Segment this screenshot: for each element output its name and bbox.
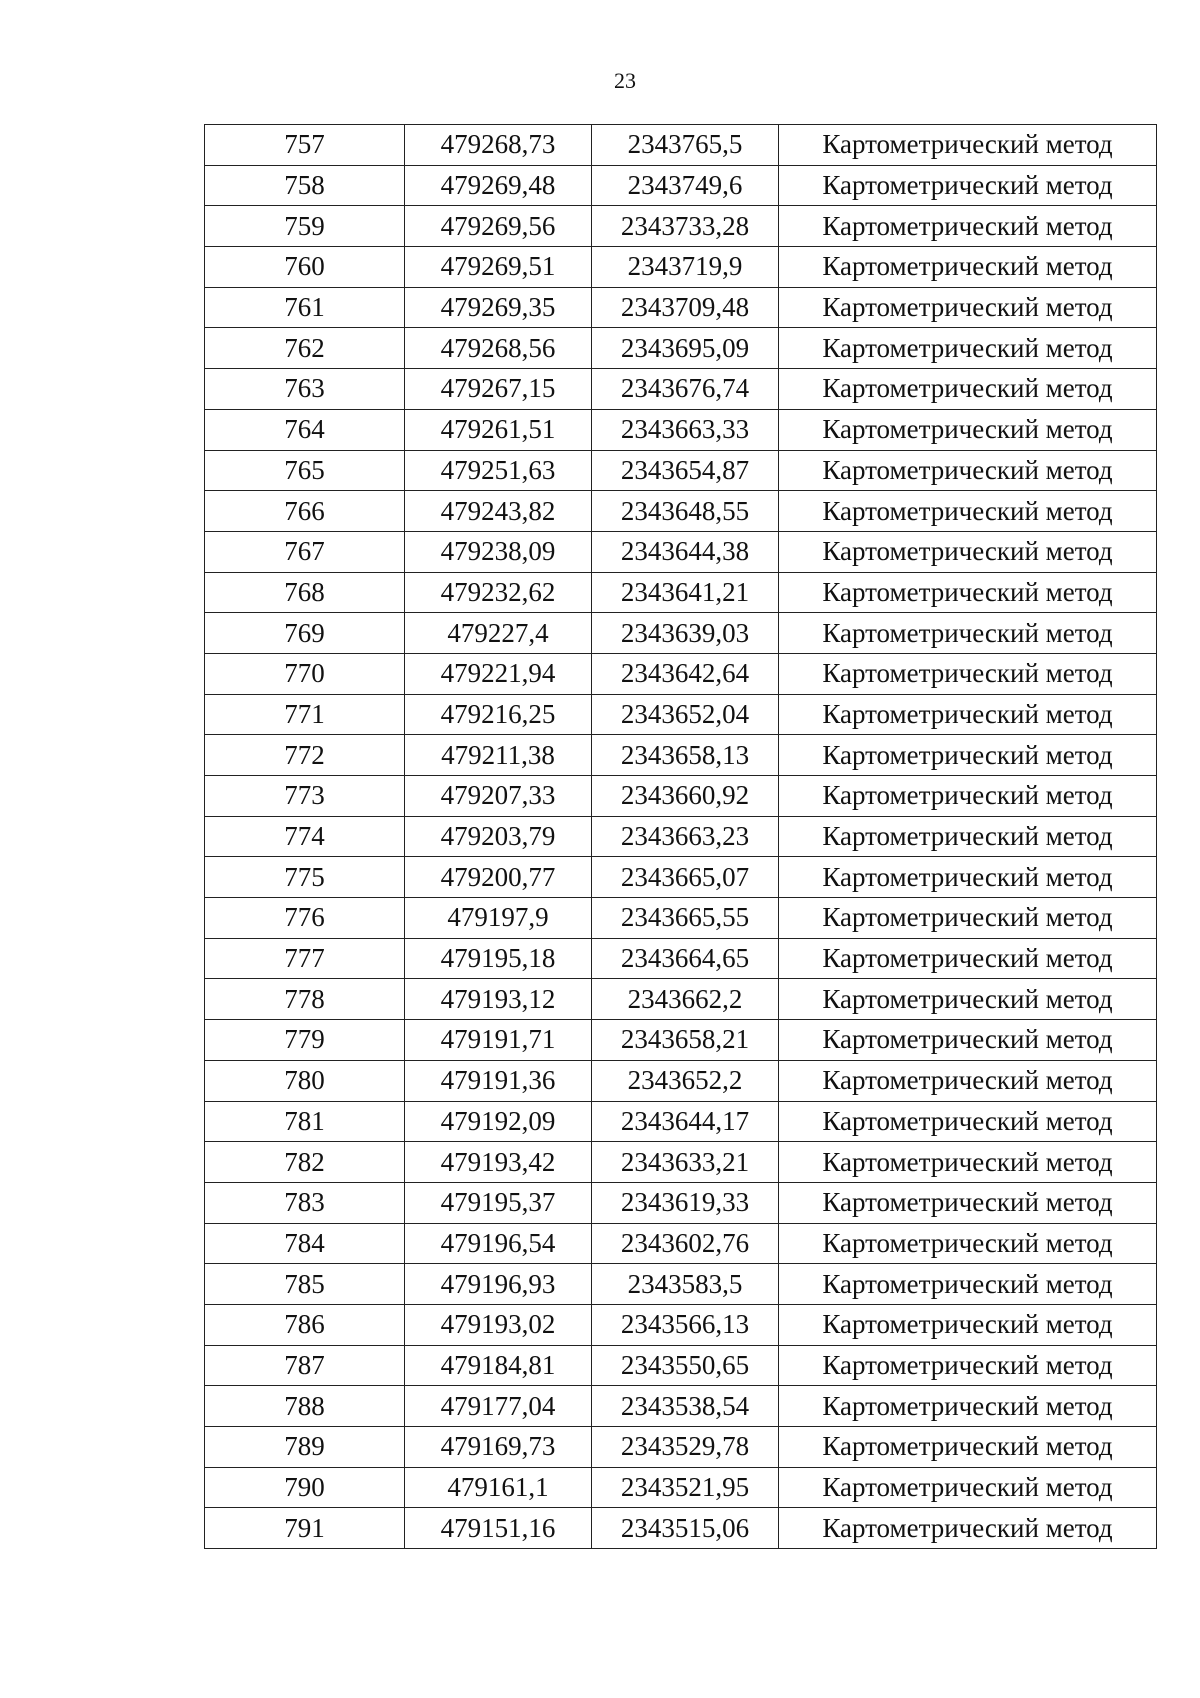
table-row xyxy=(205,1142,1157,1183)
method-cell: Картометрический метод xyxy=(779,1142,1157,1183)
method-cell: Картометрический метод xyxy=(779,653,1157,694)
method-cell: Картометрический метод xyxy=(779,572,1157,613)
y-coordinate-cell: 2343550,65 xyxy=(592,1345,779,1386)
method-cell: Картометрический метод xyxy=(779,1427,1157,1468)
x-coordinate-cell: 479195,18 xyxy=(405,938,592,979)
method-cell: Картометрический метод xyxy=(779,816,1157,857)
point-number-cell: 779 xyxy=(205,1020,405,1061)
point-number-cell: 760 xyxy=(205,247,405,288)
table-row xyxy=(205,898,1157,939)
y-coordinate-cell: 2343662,2 xyxy=(592,979,779,1020)
x-coordinate-cell: 479200,77 xyxy=(405,857,592,898)
table-row xyxy=(205,328,1157,369)
point-number-cell: 758 xyxy=(205,165,405,206)
x-coordinate-cell: 479177,04 xyxy=(405,1386,592,1427)
x-coordinate-cell: 479269,56 xyxy=(405,206,592,247)
point-number-cell: 770 xyxy=(205,653,405,694)
y-coordinate-cell: 2343639,03 xyxy=(592,613,779,654)
method-cell: Картометрический метод xyxy=(779,1020,1157,1061)
table-row xyxy=(205,613,1157,654)
point-number-cell: 781 xyxy=(205,1101,405,1142)
x-coordinate-cell: 479232,62 xyxy=(405,572,592,613)
y-coordinate-cell: 2343521,95 xyxy=(592,1467,779,1508)
method-cell: Картометрический метод xyxy=(779,898,1157,939)
x-coordinate-cell: 479267,15 xyxy=(405,369,592,410)
table-row xyxy=(205,369,1157,410)
x-coordinate-cell: 479207,33 xyxy=(405,776,592,817)
table-row xyxy=(205,1182,1157,1223)
table-row xyxy=(205,450,1157,491)
point-number-cell: 771 xyxy=(205,694,405,735)
x-coordinate-cell: 479193,12 xyxy=(405,979,592,1020)
method-cell: Картометрический метод xyxy=(779,450,1157,491)
table-row xyxy=(205,1386,1157,1427)
y-coordinate-cell: 2343619,33 xyxy=(592,1182,779,1223)
table-row xyxy=(205,735,1157,776)
method-cell: Картометрический метод xyxy=(779,1345,1157,1386)
point-number-cell: 787 xyxy=(205,1345,405,1386)
table-row xyxy=(205,247,1157,288)
x-coordinate-cell: 479261,51 xyxy=(405,409,592,450)
table-row xyxy=(205,1508,1157,1549)
table-row xyxy=(205,857,1157,898)
x-coordinate-cell: 479161,1 xyxy=(405,1467,592,1508)
y-coordinate-cell: 2343719,9 xyxy=(592,247,779,288)
table-row xyxy=(205,1020,1157,1061)
x-coordinate-cell: 479192,09 xyxy=(405,1101,592,1142)
y-coordinate-cell: 2343583,5 xyxy=(592,1264,779,1305)
table-row xyxy=(205,287,1157,328)
x-coordinate-cell: 479269,48 xyxy=(405,165,592,206)
y-coordinate-cell: 2343663,33 xyxy=(592,409,779,450)
y-coordinate-cell: 2343642,64 xyxy=(592,653,779,694)
table-row xyxy=(205,1345,1157,1386)
x-coordinate-cell: 479191,36 xyxy=(405,1060,592,1101)
y-coordinate-cell: 2343515,06 xyxy=(592,1508,779,1549)
y-coordinate-cell: 2343566,13 xyxy=(592,1304,779,1345)
point-number-cell: 782 xyxy=(205,1142,405,1183)
method-cell: Картометрический метод xyxy=(779,857,1157,898)
page-number: 23 xyxy=(614,68,636,93)
table-row xyxy=(205,409,1157,450)
point-number-cell: 784 xyxy=(205,1223,405,1264)
method-cell: Картометрический метод xyxy=(779,1304,1157,1345)
y-coordinate-cell: 2343652,04 xyxy=(592,694,779,735)
point-number-cell: 780 xyxy=(205,1060,405,1101)
table-row xyxy=(205,653,1157,694)
table-row xyxy=(205,1427,1157,1468)
method-cell: Картометрический метод xyxy=(779,1508,1157,1549)
method-cell: Картометрический метод xyxy=(779,1386,1157,1427)
x-coordinate-cell: 479195,37 xyxy=(405,1182,592,1223)
point-number-cell: 762 xyxy=(205,328,405,369)
x-coordinate-cell: 479216,25 xyxy=(405,694,592,735)
table-row xyxy=(205,531,1157,572)
method-cell: Картометрический метод xyxy=(779,247,1157,288)
x-coordinate-cell: 479243,82 xyxy=(405,491,592,532)
table-row xyxy=(205,776,1157,817)
point-number-cell: 768 xyxy=(205,572,405,613)
x-coordinate-cell: 479269,35 xyxy=(405,287,592,328)
table-row xyxy=(205,1223,1157,1264)
y-coordinate-cell: 2343749,6 xyxy=(592,165,779,206)
coordinates-table-body xyxy=(205,125,1157,1549)
x-coordinate-cell: 479211,38 xyxy=(405,735,592,776)
method-cell: Картометрический метод xyxy=(779,409,1157,450)
table-row xyxy=(205,125,1157,166)
y-coordinate-cell: 2343709,48 xyxy=(592,287,779,328)
table-row xyxy=(205,572,1157,613)
method-cell: Картометрический метод xyxy=(779,369,1157,410)
coordinates-table xyxy=(204,124,1157,1549)
y-coordinate-cell: 2343648,55 xyxy=(592,491,779,532)
point-number-cell: 761 xyxy=(205,287,405,328)
x-coordinate-cell: 479196,93 xyxy=(405,1264,592,1305)
x-coordinate-cell: 479196,54 xyxy=(405,1223,592,1264)
y-coordinate-cell: 2343665,55 xyxy=(592,898,779,939)
y-coordinate-cell: 2343644,17 xyxy=(592,1101,779,1142)
table-row xyxy=(205,694,1157,735)
point-number-cell: 789 xyxy=(205,1427,405,1468)
method-cell: Картометрический метод xyxy=(779,328,1157,369)
x-coordinate-cell: 479221,94 xyxy=(405,653,592,694)
y-coordinate-cell: 2343765,5 xyxy=(592,125,779,166)
point-number-cell: 775 xyxy=(205,857,405,898)
x-coordinate-cell: 479193,02 xyxy=(405,1304,592,1345)
x-coordinate-cell: 479169,73 xyxy=(405,1427,592,1468)
method-cell: Картометрический метод xyxy=(779,613,1157,654)
y-coordinate-cell: 2343529,78 xyxy=(592,1427,779,1468)
x-coordinate-cell: 479268,73 xyxy=(405,125,592,166)
method-cell: Картометрический метод xyxy=(779,776,1157,817)
method-cell: Картометрический метод xyxy=(779,938,1157,979)
table-row xyxy=(205,1467,1157,1508)
x-coordinate-cell: 479191,71 xyxy=(405,1020,592,1061)
x-coordinate-cell: 479238,09 xyxy=(405,531,592,572)
point-number-cell: 786 xyxy=(205,1304,405,1345)
point-number-cell: 777 xyxy=(205,938,405,979)
point-number-cell: 765 xyxy=(205,450,405,491)
method-cell: Картометрический метод xyxy=(779,1223,1157,1264)
table-row xyxy=(205,165,1157,206)
point-number-cell: 773 xyxy=(205,776,405,817)
method-cell: Картометрический метод xyxy=(779,165,1157,206)
table-row xyxy=(205,1264,1157,1305)
y-coordinate-cell: 2343660,92 xyxy=(592,776,779,817)
table-row xyxy=(205,1060,1157,1101)
y-coordinate-cell: 2343538,54 xyxy=(592,1386,779,1427)
method-cell: Картометрический метод xyxy=(779,1101,1157,1142)
y-coordinate-cell: 2343663,23 xyxy=(592,816,779,857)
table-row xyxy=(205,938,1157,979)
y-coordinate-cell: 2343641,21 xyxy=(592,572,779,613)
table-row xyxy=(205,491,1157,532)
table-row xyxy=(205,979,1157,1020)
x-coordinate-cell: 479227,4 xyxy=(405,613,592,654)
table-row xyxy=(205,1101,1157,1142)
method-cell: Картометрический метод xyxy=(779,1182,1157,1223)
table-row xyxy=(205,206,1157,247)
point-number-cell: 785 xyxy=(205,1264,405,1305)
table-row xyxy=(205,1304,1157,1345)
point-number-cell: 778 xyxy=(205,979,405,1020)
method-cell: Картометрический метод xyxy=(779,491,1157,532)
y-coordinate-cell: 2343644,38 xyxy=(592,531,779,572)
x-coordinate-cell: 479184,81 xyxy=(405,1345,592,1386)
method-cell: Картометрический метод xyxy=(779,287,1157,328)
method-cell: Картометрический метод xyxy=(779,125,1157,166)
y-coordinate-cell: 2343658,21 xyxy=(592,1020,779,1061)
point-number-cell: 759 xyxy=(205,206,405,247)
x-coordinate-cell: 479251,63 xyxy=(405,450,592,491)
method-cell: Картометрический метод xyxy=(779,531,1157,572)
point-number-cell: 774 xyxy=(205,816,405,857)
point-number-cell: 766 xyxy=(205,491,405,532)
method-cell: Картометрический метод xyxy=(779,735,1157,776)
method-cell: Картометрический метод xyxy=(779,1060,1157,1101)
y-coordinate-cell: 2343664,65 xyxy=(592,938,779,979)
method-cell: Картометрический метод xyxy=(779,206,1157,247)
x-coordinate-cell: 479197,9 xyxy=(405,898,592,939)
y-coordinate-cell: 2343654,87 xyxy=(592,450,779,491)
y-coordinate-cell: 2343695,09 xyxy=(592,328,779,369)
point-number-cell: 776 xyxy=(205,898,405,939)
x-coordinate-cell: 479268,56 xyxy=(405,328,592,369)
point-number-cell: 791 xyxy=(205,1508,405,1549)
point-number-cell: 772 xyxy=(205,735,405,776)
point-number-cell: 790 xyxy=(205,1467,405,1508)
x-coordinate-cell: 479193,42 xyxy=(405,1142,592,1183)
y-coordinate-cell: 2343652,2 xyxy=(592,1060,779,1101)
y-coordinate-cell: 2343676,74 xyxy=(592,369,779,410)
y-coordinate-cell: 2343602,76 xyxy=(592,1223,779,1264)
point-number-cell: 764 xyxy=(205,409,405,450)
x-coordinate-cell: 479269,51 xyxy=(405,247,592,288)
point-number-cell: 783 xyxy=(205,1182,405,1223)
point-number-cell: 757 xyxy=(205,125,405,166)
y-coordinate-cell: 2343665,07 xyxy=(592,857,779,898)
y-coordinate-cell: 2343733,28 xyxy=(592,206,779,247)
method-cell: Картометрический метод xyxy=(779,979,1157,1020)
method-cell: Картометрический метод xyxy=(779,1467,1157,1508)
x-coordinate-cell: 479151,16 xyxy=(405,1508,592,1549)
y-coordinate-cell: 2343658,13 xyxy=(592,735,779,776)
point-number-cell: 763 xyxy=(205,369,405,410)
y-coordinate-cell: 2343633,21 xyxy=(592,1142,779,1183)
point-number-cell: 767 xyxy=(205,531,405,572)
method-cell: Картометрический метод xyxy=(779,694,1157,735)
point-number-cell: 788 xyxy=(205,1386,405,1427)
point-number-cell: 769 xyxy=(205,613,405,654)
x-coordinate-cell: 479203,79 xyxy=(405,816,592,857)
table-row xyxy=(205,816,1157,857)
method-cell: Картометрический метод xyxy=(779,1264,1157,1305)
